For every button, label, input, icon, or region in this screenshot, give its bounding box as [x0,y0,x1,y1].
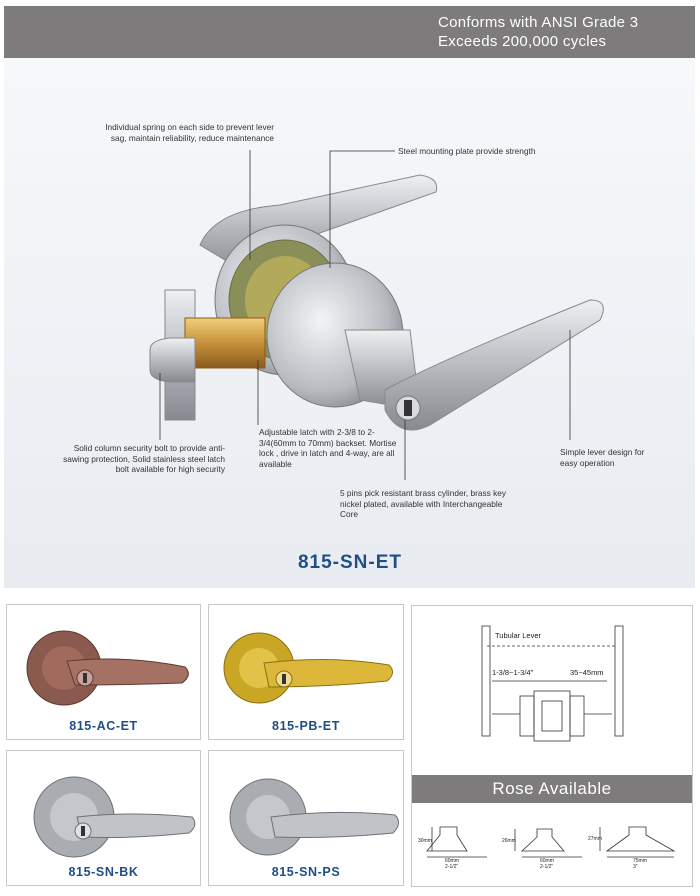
callout-lever: Simple lever design for easy operation [560,447,645,468]
variant-card-ac[interactable] [6,604,201,740]
callout-bolt: Solid column security bolt to provide anti-sawing protection, Solid stainless steel latch bolt available for high security [63,443,225,474]
variant-label: 815-AC-ET [69,719,138,733]
rose-available-banner: Rose Available [412,775,692,803]
dimension-door-thickness: 35~45mm [570,668,604,677]
rose-2-diameter: 60mm [540,858,554,864]
callout-spring: Individual spring on each side to prevent lever sag, maintain reliability, reduce maintenance [105,122,274,143]
rose-1-diameter: 60mm [445,858,459,864]
lever-section-drawing [412,606,692,776]
callout-latch: Adjustable latch with 2-3/8 to 2-3/4(60mm to 70mm) backset. Mortise lock , drive in latch and 4-way, are all available [259,427,397,469]
lever-lock-image [7,605,202,715]
variant-label: 815-SN-BK [68,865,139,879]
rose-3-inch: 3" [633,864,638,870]
variant-card-sn-ps[interactable] [208,750,404,886]
lever-lock-image [7,751,202,861]
callout-cylinder: 5 pins pick resistant brass cylinder, brass key nickel plated, available with Interchangeable Core [340,488,507,519]
dimension-backset: 1-3/8~1-3/4" [492,668,534,677]
rose-3-height: 27mm [588,836,602,842]
rose-1-height: 30mm [418,838,432,844]
main-model-label: 815-SN-ET [297,552,403,573]
variant-label: 815-SN-PS [271,865,341,879]
rose-3-diameter: 75mm [633,858,647,864]
variant-card-pb[interactable] [208,604,404,740]
header-line-1: Conforms with ANSI Grade 3 [438,14,639,31]
rose-2-inch: 2-1/2" [540,864,554,870]
callout-plate: Steel mounting plate provide strength [398,146,536,156]
lever-lock-image [209,751,405,861]
header-line-2: Exceeds 200,000 cycles [438,33,607,50]
variant-card-sn-bk[interactable] [6,750,201,886]
variant-label: 815-PB-ET [272,719,340,733]
rose-1-inch: 2-1/2" [445,864,459,870]
rose-2-height: 26mm [502,838,516,844]
rose-profiles-drawing [412,805,692,885]
lever-lock-image [209,605,405,715]
diagram-title: Tubular Lever [495,631,541,640]
